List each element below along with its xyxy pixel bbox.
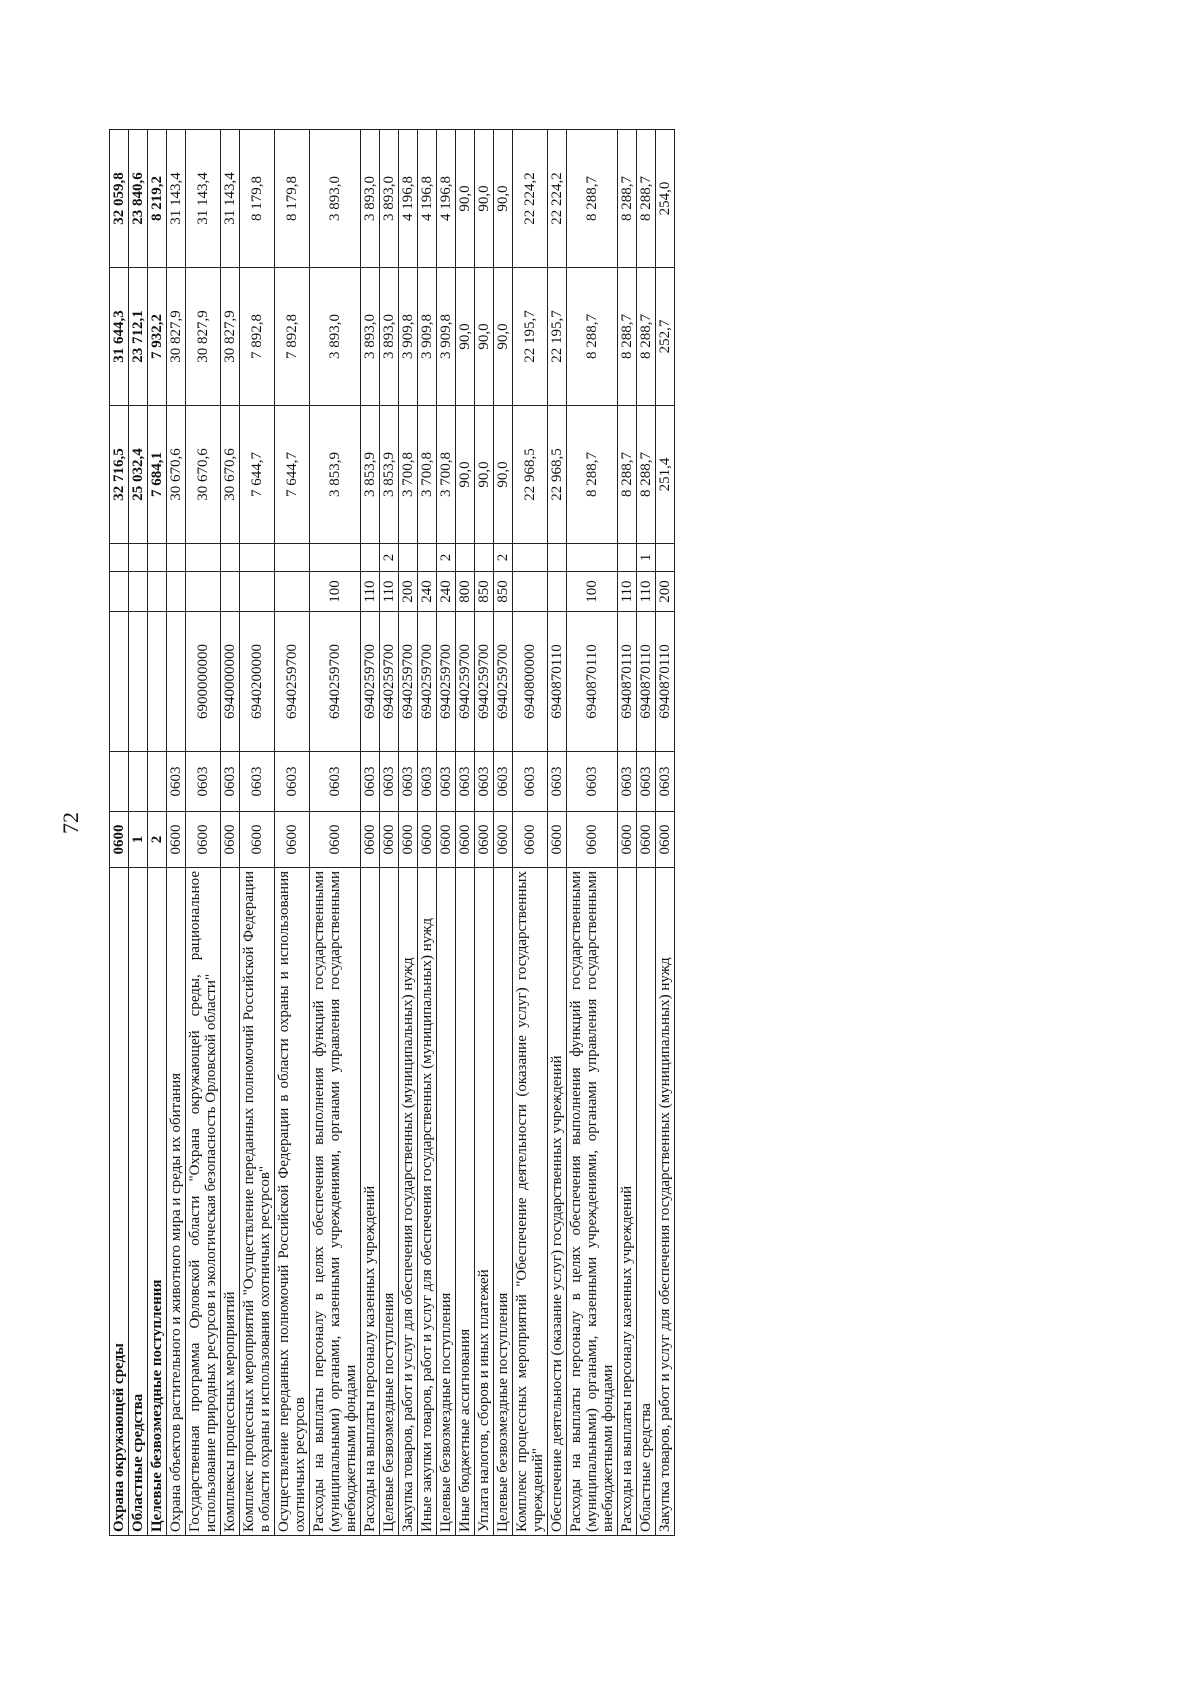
department-code-cell: 0600	[618, 812, 637, 868]
amount-year1-cell: 8 288,7	[567, 406, 618, 544]
section-code-cell: 0603	[637, 752, 656, 812]
funding-source-cell	[110, 544, 129, 572]
amount-year2-cell: 3 909,8	[399, 268, 418, 406]
table-row	[437, 130, 456, 1536]
expense-type-code-cell	[221, 572, 240, 612]
funding-source-cell	[513, 544, 548, 572]
amount-year2-cell: 7 932,2	[148, 268, 167, 406]
amount-year1-cell: 3 700,8	[437, 406, 456, 544]
amount-year3-cell: 90,0	[475, 130, 494, 268]
expense-type-code-cell: 110	[380, 572, 399, 612]
funding-source-cell	[548, 544, 567, 572]
amount-year3-cell: 32 059,8	[110, 130, 129, 268]
department-code-cell: 0600	[221, 812, 240, 868]
amount-year2-cell: 8 288,7	[637, 268, 656, 406]
department-code-cell: 0600	[361, 812, 380, 868]
amount-year2-cell: 3 909,8	[418, 268, 437, 406]
funding-source-cell	[618, 544, 637, 572]
expense-name-cell: Закупка товаров, работ и услуг для обеспечения государственных (муниципальных) нужд	[399, 868, 418, 1536]
table-row	[637, 130, 656, 1536]
expense-name-cell: Осуществление переданных полномочий Российской Федерации в области охраны и использования охотничьих ресурсов	[275, 868, 310, 1536]
expense-name-cell: Целевые безвозмездные поступления	[148, 868, 167, 1536]
department-code-cell: 0600	[475, 812, 494, 868]
section-code-cell: 0603	[186, 752, 221, 812]
target-article-code-cell: 6940200000	[240, 612, 275, 752]
section-code-cell: 0603	[456, 752, 475, 812]
amount-year2-cell: 3 909,8	[437, 268, 456, 406]
table-row	[475, 130, 494, 1536]
expense-name-cell: Расходы на выплаты персоналу казенных учреждений	[361, 868, 380, 1536]
expense-type-code-cell	[167, 572, 186, 612]
amount-year1-cell: 8 288,7	[637, 406, 656, 544]
expense-name-cell: Обеспечение деятельности (оказание услуг) государственных учреждений	[548, 868, 567, 1536]
table-row	[221, 130, 240, 1536]
amount-year2-cell: 90,0	[456, 268, 475, 406]
expense-type-code-cell	[275, 572, 310, 612]
amount-year1-cell: 30 670,6	[167, 406, 186, 544]
amount-year2-cell: 90,0	[494, 268, 513, 406]
target-article-code-cell: 6900000000	[186, 612, 221, 752]
table-row	[361, 130, 380, 1536]
table-row	[110, 130, 129, 1536]
department-code-cell: 0600	[167, 812, 186, 868]
funding-source-cell: 1	[637, 544, 656, 572]
department-code-cell: 0600	[637, 812, 656, 868]
department-code-cell: 0600	[437, 812, 456, 868]
section-code-cell: 0603	[399, 752, 418, 812]
table-row	[310, 130, 361, 1536]
expense-type-code-cell: 100	[567, 572, 618, 612]
table-row	[399, 130, 418, 1536]
department-code-cell: 0600	[186, 812, 221, 868]
amount-year1-cell: 25 032,4	[129, 406, 148, 544]
expense-type-code-cell: 110	[618, 572, 637, 612]
section-code-cell: 0603	[656, 752, 675, 812]
section-code-cell: 0603	[240, 752, 275, 812]
amount-year3-cell: 4 196,8	[437, 130, 456, 268]
amount-year2-cell: 22 195,7	[548, 268, 567, 406]
section-code-cell: 0603	[475, 752, 494, 812]
amount-year3-cell: 90,0	[494, 130, 513, 268]
table-row	[275, 130, 310, 1536]
department-code-cell: 0600	[513, 812, 548, 868]
table-row	[548, 130, 567, 1536]
amount-year3-cell: 31 143,4	[167, 130, 186, 268]
expense-type-code-cell	[513, 572, 548, 612]
amount-year3-cell: 4 196,8	[399, 130, 418, 268]
department-code-cell: 0600	[399, 812, 418, 868]
amount-year3-cell: 90,0	[456, 130, 475, 268]
funding-source-cell	[240, 544, 275, 572]
funding-source-cell	[361, 544, 380, 572]
expense-name-cell: Уплата налогов, сборов и иных платежей	[475, 868, 494, 1536]
section-code-cell: 0603	[618, 752, 637, 812]
expense-type-code-cell: 240	[437, 572, 456, 612]
amount-year1-cell: 90,0	[475, 406, 494, 544]
section-code-cell: 0603	[513, 752, 548, 812]
table-row	[167, 130, 186, 1536]
amount-year1-cell: 30 670,6	[186, 406, 221, 544]
amount-year2-cell: 8 288,7	[567, 268, 618, 406]
table-row	[618, 130, 637, 1536]
expense-type-code-cell	[129, 572, 148, 612]
funding-source-cell	[656, 544, 675, 572]
target-article-code-cell: 6940870110	[618, 612, 637, 752]
target-article-code-cell: 6940259700	[361, 612, 380, 752]
amount-year2-cell: 30 827,9	[186, 268, 221, 406]
amount-year1-cell: 22 968,5	[548, 406, 567, 544]
amount-year1-cell: 7 684,1	[148, 406, 167, 544]
department-code-cell: 0600	[418, 812, 437, 868]
amount-year3-cell: 8 219,2	[148, 130, 167, 268]
section-code-cell: 0603	[221, 752, 240, 812]
target-article-code-cell	[148, 612, 167, 752]
table-row	[494, 130, 513, 1536]
department-code-cell: 0600	[110, 812, 129, 868]
expense-type-code-cell: 800	[456, 572, 475, 612]
target-article-code-cell: 6940800000	[513, 612, 548, 752]
funding-source-cell	[418, 544, 437, 572]
amount-year1-cell: 7 644,7	[240, 406, 275, 544]
expense-type-code-cell: 200	[656, 572, 675, 612]
department-code-cell: 0600	[380, 812, 399, 868]
expense-type-code-cell	[110, 572, 129, 612]
amount-year2-cell: 22 195,7	[513, 268, 548, 406]
target-article-code-cell: 6940870110	[637, 612, 656, 752]
budget-table-body	[110, 130, 675, 1536]
section-code-cell	[129, 752, 148, 812]
table-row	[456, 130, 475, 1536]
table-row	[240, 130, 275, 1536]
target-article-code-cell	[110, 612, 129, 752]
table-row	[418, 130, 437, 1536]
section-code-cell	[148, 752, 167, 812]
amount-year3-cell: 22 224,2	[548, 130, 567, 268]
target-article-code-cell: 6940259700	[475, 612, 494, 752]
expense-type-code-cell	[148, 572, 167, 612]
target-article-code-cell: 6940870110	[567, 612, 618, 752]
section-code-cell: 0603	[380, 752, 399, 812]
expense-name-cell: Областные средства	[637, 868, 656, 1536]
budget-table-container	[109, 130, 675, 1536]
department-code-cell: 0600	[548, 812, 567, 868]
budget-table	[109, 129, 675, 1536]
amount-year1-cell: 3 700,8	[399, 406, 418, 544]
amount-year3-cell: 254,0	[656, 130, 675, 268]
section-code-cell: 0603	[567, 752, 618, 812]
expense-name-cell: Комплексы процессных мероприятий	[221, 868, 240, 1536]
amount-year3-cell: 22 224,2	[513, 130, 548, 268]
amount-year1-cell: 3 853,9	[380, 406, 399, 544]
table-row	[513, 130, 548, 1536]
expense-name-cell: Областные средства	[129, 868, 148, 1536]
amount-year1-cell: 3 700,8	[418, 406, 437, 544]
expense-name-cell: Государственная программа Орловской области "Охрана окружающей среды, рациональное использование природных ресурсов и экологическая безопасность Орловской области"	[186, 868, 221, 1536]
expense-name-cell: Комплекс процессных мероприятий "Осуществление переданных полномочий Российской Федерации в области охраны и использования охотничьих ресурсов"	[240, 868, 275, 1536]
funding-source-cell	[310, 544, 361, 572]
amount-year3-cell: 3 893,0	[361, 130, 380, 268]
target-article-code-cell: 6940259700	[380, 612, 399, 752]
department-code-cell: 0600	[656, 812, 675, 868]
amount-year1-cell: 22 968,5	[513, 406, 548, 544]
section-code-cell: 0603	[418, 752, 437, 812]
amount-year1-cell: 7 644,7	[275, 406, 310, 544]
table-row	[656, 130, 675, 1536]
department-code-cell: 2	[148, 812, 167, 868]
target-article-code-cell: 6940259700	[437, 612, 456, 752]
amount-year2-cell: 23 712,1	[129, 268, 148, 406]
amount-year2-cell: 30 827,9	[221, 268, 240, 406]
amount-year3-cell: 8 179,8	[275, 130, 310, 268]
expense-type-code-cell: 200	[399, 572, 418, 612]
expense-type-code-cell: 110	[637, 572, 656, 612]
expense-name-cell: Иные бюджетные ассигнования	[456, 868, 475, 1536]
table-row	[380, 130, 399, 1536]
funding-source-cell	[275, 544, 310, 572]
table-row	[567, 130, 618, 1536]
amount-year1-cell: 90,0	[456, 406, 475, 544]
expense-name-cell: Охрана окружающей среды	[110, 868, 129, 1536]
target-article-code-cell: 6940259700	[456, 612, 475, 752]
amount-year2-cell: 7 892,8	[240, 268, 275, 406]
department-code-cell: 0600	[310, 812, 361, 868]
expense-type-code-cell: 850	[475, 572, 494, 612]
expense-name-cell: Расходы на выплаты персоналу казенных учреждений	[618, 868, 637, 1536]
amount-year1-cell: 8 288,7	[618, 406, 637, 544]
funding-source-cell: 2	[494, 544, 513, 572]
department-code-cell: 0600	[494, 812, 513, 868]
funding-source-cell	[186, 544, 221, 572]
expense-name-cell: Закупка товаров, работ и услуг для обеспечения государственных (муниципальных) нужд	[656, 868, 675, 1536]
target-article-code-cell: 6940870110	[656, 612, 675, 752]
table-row	[186, 130, 221, 1536]
funding-source-cell	[167, 544, 186, 572]
amount-year3-cell: 31 143,4	[186, 130, 221, 268]
amount-year2-cell: 7 892,8	[275, 268, 310, 406]
expense-name-cell: Целевые безвозмездные поступления	[494, 868, 513, 1536]
expense-name-cell: Расходы на выплаты персоналу в целях обеспечения выполнения функций государственными (муниципальными) органами, казенными учреждениями, органами управления государственными внебюджетными фондами	[567, 868, 618, 1536]
funding-source-cell	[399, 544, 418, 572]
funding-source-cell	[567, 544, 618, 572]
target-article-code-cell: 6940870110	[548, 612, 567, 752]
funding-source-cell: 2	[380, 544, 399, 572]
section-code-cell: 0603	[361, 752, 380, 812]
amount-year3-cell: 8 288,7	[567, 130, 618, 268]
department-code-cell: 0600	[275, 812, 310, 868]
amount-year2-cell: 30 827,9	[167, 268, 186, 406]
section-code-cell	[110, 752, 129, 812]
table-row	[129, 130, 148, 1536]
amount-year3-cell: 23 840,6	[129, 130, 148, 268]
target-article-code-cell	[167, 612, 186, 752]
expense-name-cell: Целевые безвозмездные поступления	[437, 868, 456, 1536]
section-code-cell: 0603	[548, 752, 567, 812]
amount-year3-cell: 4 196,8	[418, 130, 437, 268]
expense-name-cell: Целевые безвозмездные поступления	[380, 868, 399, 1536]
target-article-code-cell: 6940259700	[418, 612, 437, 752]
expense-type-code-cell	[240, 572, 275, 612]
target-article-code-cell: 6940259700	[494, 612, 513, 752]
amount-year3-cell: 3 893,0	[380, 130, 399, 268]
amount-year1-cell: 3 853,9	[310, 406, 361, 544]
amount-year1-cell: 3 853,9	[361, 406, 380, 544]
funding-source-cell: 2	[437, 544, 456, 572]
amount-year2-cell: 3 893,0	[361, 268, 380, 406]
amount-year3-cell: 8 288,7	[637, 130, 656, 268]
target-article-code-cell	[129, 612, 148, 752]
funding-source-cell	[221, 544, 240, 572]
page-number: 72	[58, 812, 83, 834]
expense-name-cell: Расходы на выплаты персоналу в целях обеспечения выполнения функций государственными (муниципальными) органами, казенными учреждениями, органами управления государственными внебюджетными фондами	[310, 868, 361, 1536]
section-code-cell: 0603	[494, 752, 513, 812]
section-code-cell: 0603	[310, 752, 361, 812]
amount-year3-cell: 8 288,7	[618, 130, 637, 268]
expense-name-cell: Охрана объектов растительного и животного мира и среды их обитания	[167, 868, 186, 1536]
target-article-code-cell: 6940000000	[221, 612, 240, 752]
expense-type-code-cell: 850	[494, 572, 513, 612]
funding-source-cell	[475, 544, 494, 572]
department-code-cell: 0600	[567, 812, 618, 868]
amount-year2-cell: 3 893,0	[310, 268, 361, 406]
expense-name-cell: Комплекс процессных мероприятий "Обеспечение деятельности (оказание услуг) государственных учреждений"	[513, 868, 548, 1536]
section-code-cell: 0603	[167, 752, 186, 812]
department-code-cell: 1	[129, 812, 148, 868]
expense-name-cell: Иные закупки товаров, работ и услуг для обеспечения государственных (муниципальных) нужд	[418, 868, 437, 1536]
funding-source-cell	[148, 544, 167, 572]
amount-year2-cell: 252,7	[656, 268, 675, 406]
amount-year1-cell: 30 670,6	[221, 406, 240, 544]
amount-year2-cell: 8 288,7	[618, 268, 637, 406]
funding-source-cell	[129, 544, 148, 572]
table-row	[148, 130, 167, 1536]
amount-year1-cell: 32 716,5	[110, 406, 129, 544]
expense-type-code-cell	[186, 572, 221, 612]
funding-source-cell	[456, 544, 475, 572]
target-article-code-cell: 6940259700	[399, 612, 418, 752]
amount-year2-cell: 90,0	[475, 268, 494, 406]
amount-year3-cell: 8 179,8	[240, 130, 275, 268]
amount-year3-cell: 31 143,4	[221, 130, 240, 268]
department-code-cell: 0600	[240, 812, 275, 868]
amount-year2-cell: 31 644,3	[110, 268, 129, 406]
expense-type-code-cell: 110	[361, 572, 380, 612]
target-article-code-cell: 6940259700	[310, 612, 361, 752]
amount-year1-cell: 251,4	[656, 406, 675, 544]
expense-type-code-cell	[548, 572, 567, 612]
expense-type-code-cell: 100	[310, 572, 361, 612]
amount-year3-cell: 3 893,0	[310, 130, 361, 268]
target-article-code-cell: 6940259700	[275, 612, 310, 752]
section-code-cell: 0603	[437, 752, 456, 812]
amount-year1-cell: 90,0	[494, 406, 513, 544]
department-code-cell: 0600	[456, 812, 475, 868]
amount-year2-cell: 3 893,0	[380, 268, 399, 406]
expense-type-code-cell: 240	[418, 572, 437, 612]
section-code-cell: 0603	[275, 752, 310, 812]
